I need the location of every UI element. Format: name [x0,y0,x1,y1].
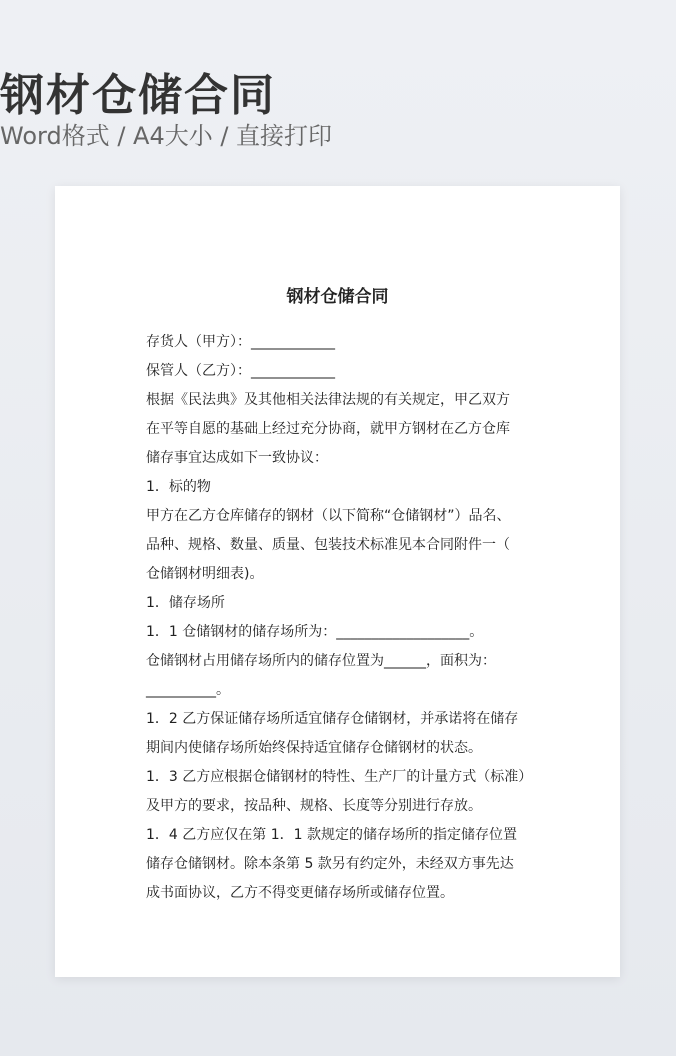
section-heading: 1．储存场所 [146,595,225,611]
party-a-line: 存货人（甲方）：____________ [146,334,335,350]
page-subtitle: Word格式 / A4大小 / 直接打印 [0,122,333,150]
clause-line: 1．4 乙方应仅在第 1．1 款规定的储存场所的指定储存位置 [146,827,517,843]
clause-line: 1．3 乙方应根据仓储钢材的特性、生产厂的计量方式（标准） [146,769,533,785]
page-title: 钢材仓储合同 [0,70,276,121]
party-b-line: 保管人（乙方）：____________ [146,363,335,379]
document-title: 钢材仓储合同 [286,287,389,307]
clause-line: 1．1 仓储钢材的储存场所为：___________________。 [146,624,484,640]
paragraph-line: __________。 [146,682,230,698]
paragraph-line: 根据《民法典》及其他相关法律法规的有关规定，甲乙双方 [146,392,510,408]
paragraph-line: 仓储钢材占用储存场所内的储存位置为______，面积为： [146,653,496,669]
paragraph-line: 期间内使储存场所始终保持适宜储存仓储钢材的状态。 [146,740,482,756]
paragraph-line: 储存仓储钢材。除本条第 5 款另有约定外，未经双方事先达 [146,856,514,872]
paragraph-line: 成书面协议，乙方不得变更储存场所或储存位置。 [146,885,454,901]
paragraph-line: 甲方在乙方仓库储存的钢材（以下简称“仓储钢材”）品名、 [146,508,511,524]
paragraph-line: 品种、规格、数量、质量、包装技术标准见本合同附件一（ [146,537,510,553]
paragraph-line: 储存事宜达成如下一致协议： [146,450,328,466]
section-heading: 1．标的物 [146,479,211,495]
paragraph-line: 仓储钢材明细表)。 [146,566,264,582]
clause-line: 1．2 乙方保证储存场所适宜储存仓储钢材，并承诺将在储存 [146,711,519,727]
paragraph-line: 在平等自愿的基础上经过充分协商，就甲方钢材在乙方仓库 [146,421,510,437]
paragraph-line: 及甲方的要求，按品种、规格、长度等分别进行存放。 [146,798,482,814]
document-body [146,328,546,908]
